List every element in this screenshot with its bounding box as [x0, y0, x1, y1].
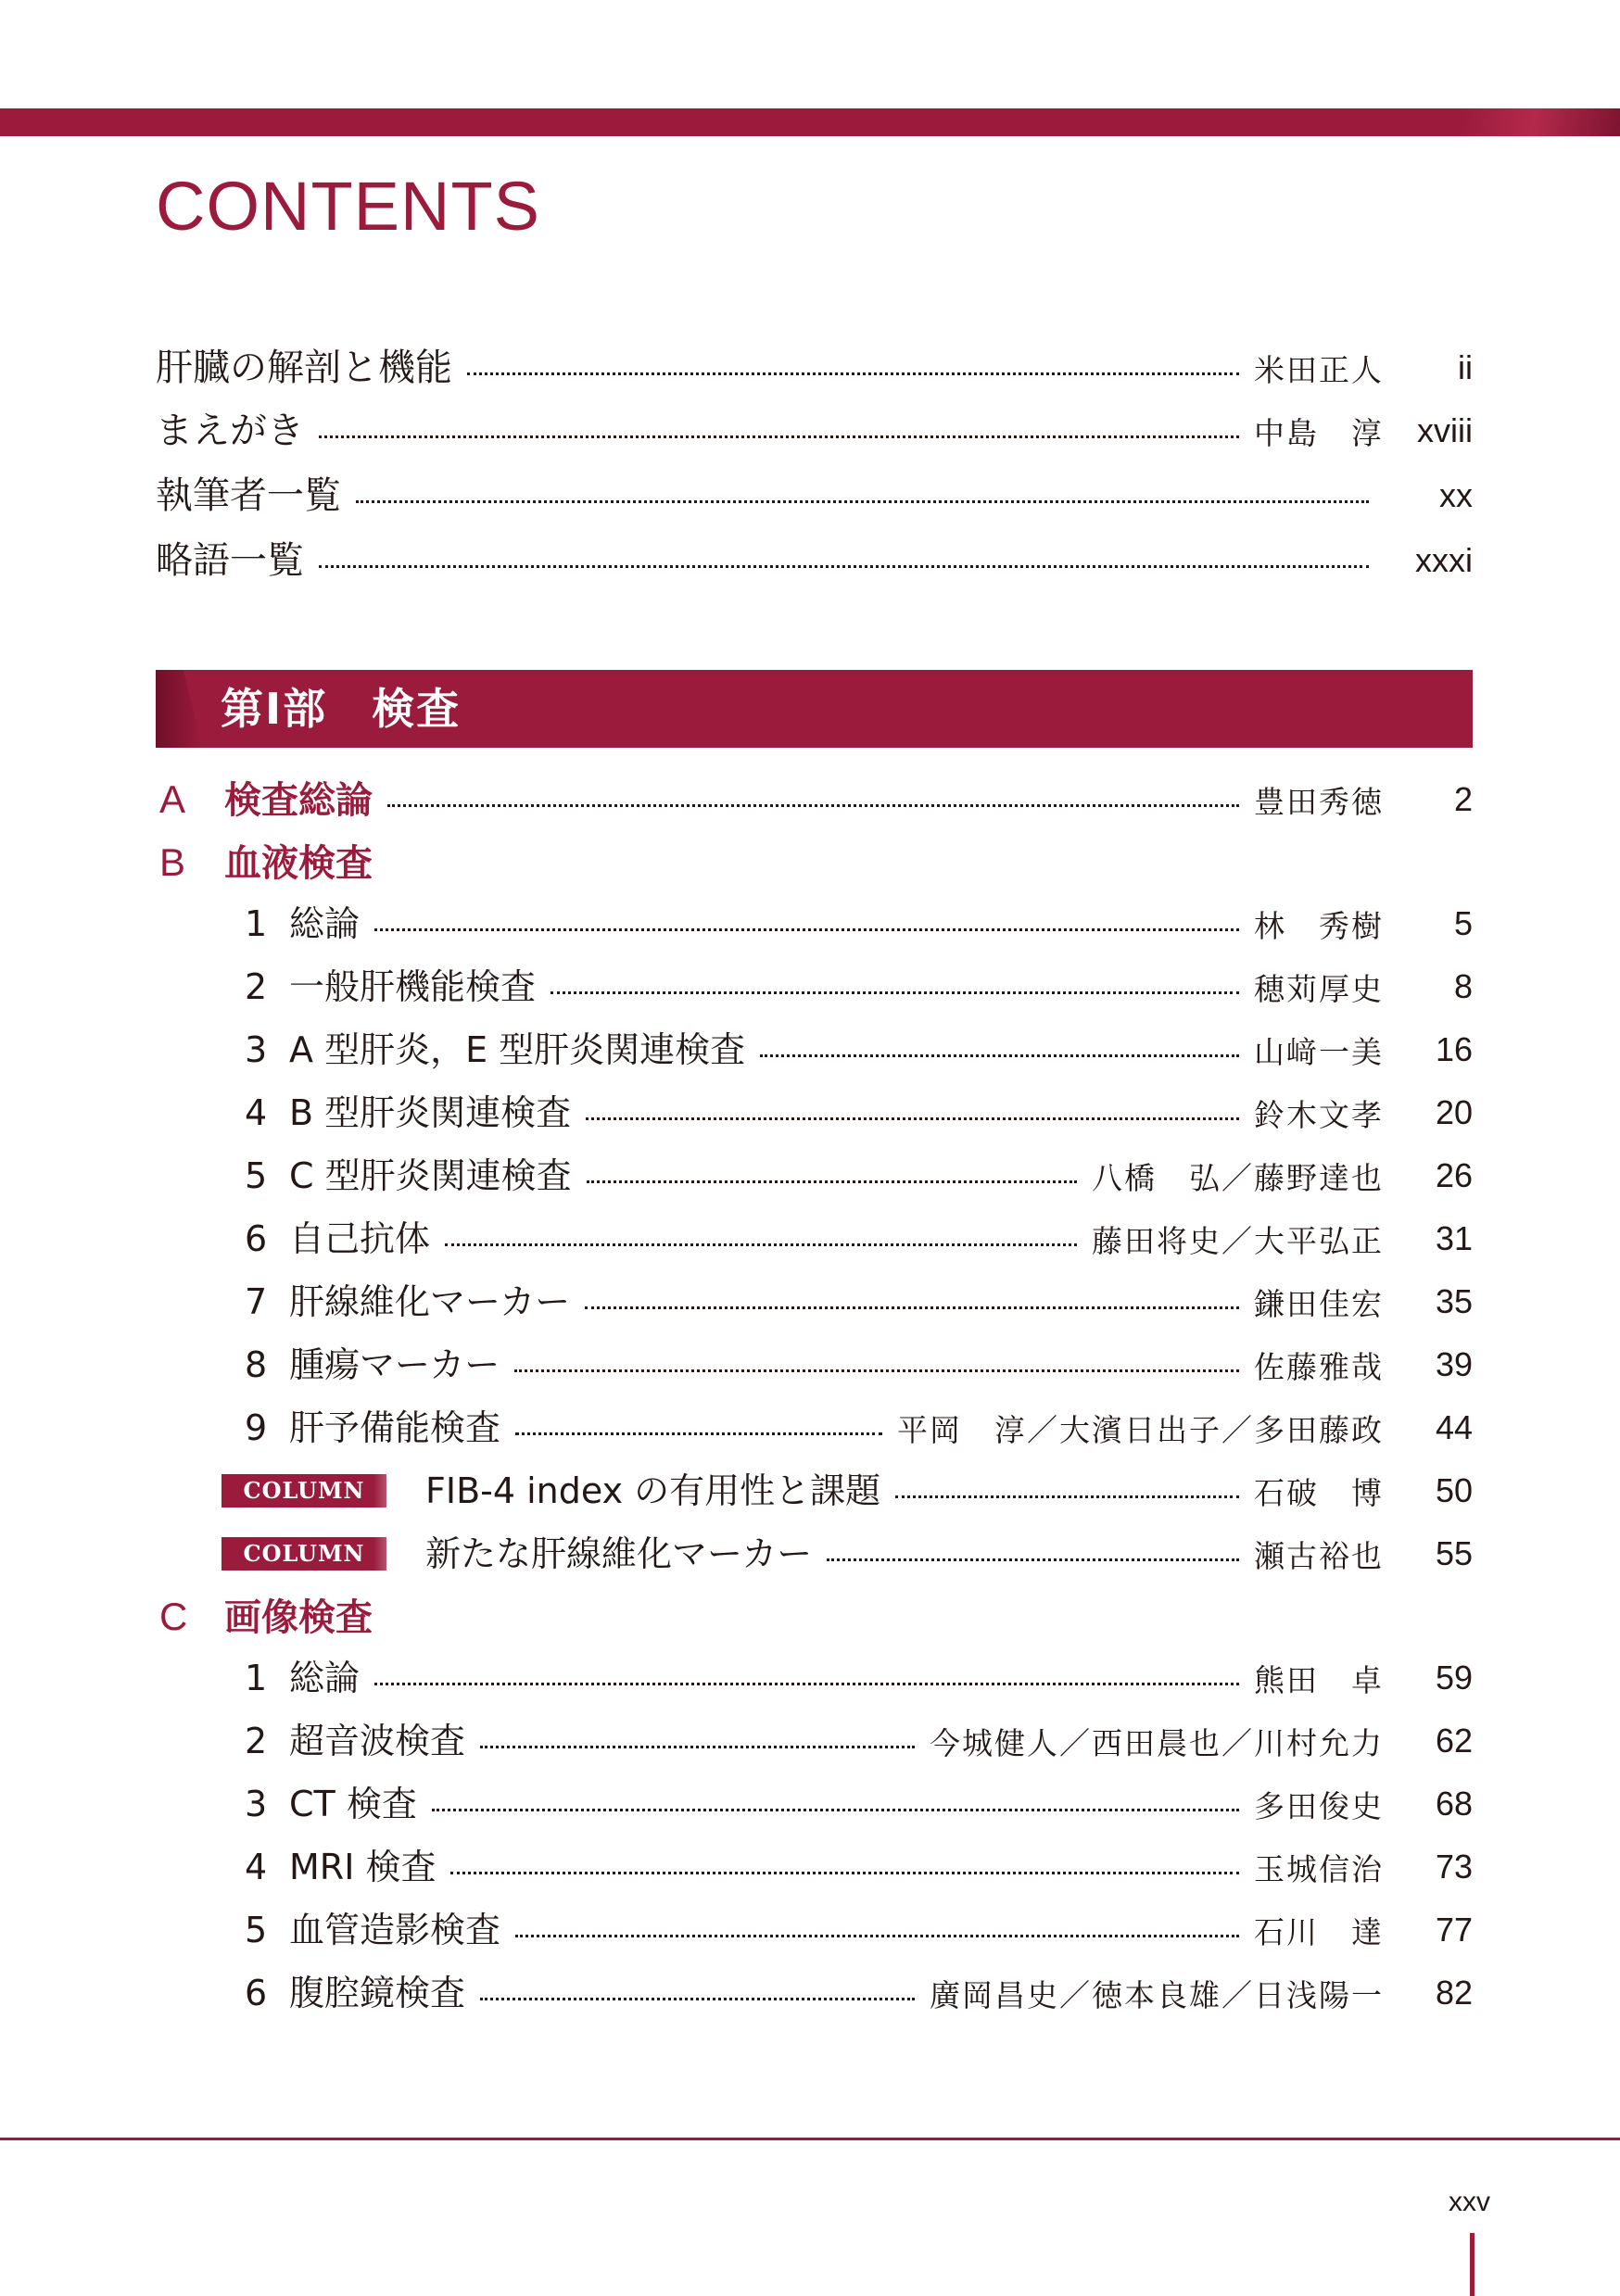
entry-label	[245, 1399, 500, 1457]
section-title	[159, 834, 373, 892]
dot-leader	[551, 991, 1239, 994]
dot-leader	[387, 804, 1239, 807]
entry-number: 4	[245, 1092, 268, 1133]
toc-entry-b8[interactable]	[245, 1336, 1473, 1394]
toc-entry-front-2[interactable]	[156, 402, 1473, 460]
dot-leader	[480, 1998, 915, 2000]
entry-number: 6	[245, 1218, 268, 1259]
entry-label	[245, 1336, 500, 1394]
toc-section-b[interactable]	[159, 834, 1473, 891]
section-letter: B	[159, 839, 186, 884]
entry-page: ii	[1458, 348, 1473, 386]
entry-title: 自己抗体	[289, 1218, 431, 1259]
entry-page: 8	[1453, 967, 1473, 1005]
toc-entry-front-4[interactable]	[156, 532, 1473, 589]
toc-entry-c6[interactable]	[245, 1964, 1473, 2022]
entry-author: 廣岡昌史／徳本良雄／日浅陽一	[930, 1976, 1384, 2013]
entry-page: 5	[1453, 904, 1473, 942]
page-title: CONTENTS	[156, 168, 540, 245]
footer-accent-mark	[1470, 2233, 1474, 2296]
column-badge: COLUMN	[221, 1474, 386, 1508]
entry-number: 2	[245, 1721, 268, 1761]
entry-title: 血管造影検査	[289, 1910, 501, 1950]
entry-number: 6	[245, 1973, 268, 2013]
entry-label	[245, 1084, 571, 1142]
toc-entry-front-1[interactable]	[156, 339, 1473, 397]
entry-number: 3	[245, 1784, 268, 1824]
entry-label	[245, 1649, 360, 1707]
toc-column-2[interactable]	[221, 1525, 1473, 1583]
section-letter: A	[159, 776, 186, 821]
entry-author: 鈴木文孝	[1254, 1096, 1384, 1133]
entry-page: 31	[1435, 1219, 1473, 1257]
entry-page: 73	[1435, 1848, 1473, 1886]
toc-entry-c4[interactable]	[245, 1838, 1473, 1896]
entry-title: 肝臓の解剖と機能	[156, 347, 452, 389]
section-title	[159, 1588, 373, 1646]
entry-author: 多田俊史	[1254, 1787, 1384, 1824]
dot-leader	[374, 1683, 1239, 1685]
footer-rule	[0, 2138, 1620, 2140]
entry-label	[245, 895, 360, 952]
entry-author: 今城健人／西田晨也／川村允力	[930, 1724, 1384, 1761]
dot-leader	[515, 1935, 1239, 1937]
dot-leader	[445, 1243, 1077, 1246]
toc-entry-b1[interactable]	[245, 895, 1473, 952]
toc-column-1[interactable]	[221, 1462, 1473, 1520]
entry-label	[245, 1838, 436, 1896]
column-badge: COLUMN	[221, 1537, 386, 1571]
entry-page: 44	[1435, 1408, 1473, 1446]
entry-page: 77	[1435, 1911, 1473, 1949]
dot-leader	[480, 1746, 915, 1748]
entry-number: 5	[245, 1910, 268, 1950]
dot-leader	[514, 1369, 1239, 1372]
entry-title: B 型肝炎関連検査	[289, 1092, 572, 1133]
entry-page: xx	[1439, 476, 1473, 514]
entry-number: 9	[245, 1407, 268, 1448]
section-letter: C	[159, 1594, 188, 1638]
entry-page: 59	[1435, 1659, 1473, 1697]
entry-page: 20	[1435, 1093, 1473, 1131]
toc-entry-b5[interactable]	[245, 1147, 1473, 1205]
entry-author: 穂苅厚史	[1254, 970, 1384, 1007]
toc-section-c[interactable]	[159, 1588, 1473, 1646]
toc-entry-b3[interactable]	[245, 1021, 1473, 1079]
entry-title: 腹腔鏡検査	[289, 1973, 466, 2013]
entry-number: 1	[245, 1658, 268, 1698]
entry-page: 62	[1435, 1722, 1473, 1760]
entry-page: 26	[1435, 1156, 1473, 1194]
dot-leader	[586, 1117, 1239, 1120]
entry-title: A 型肝炎，E 型肝炎関連検査	[289, 1029, 746, 1070]
dot-leader	[319, 565, 1369, 568]
entry-label	[245, 1273, 570, 1331]
toc-entry-b9[interactable]	[245, 1399, 1473, 1457]
entry-title: 超音波検査	[289, 1721, 466, 1761]
entry-label	[245, 1712, 465, 1770]
entry-author: 平岡 淳／大濱日出子／多田藤政	[897, 1411, 1384, 1448]
dot-leader	[356, 500, 1369, 503]
entry-number: 1	[245, 903, 268, 944]
section-title-text: 検査総論	[224, 778, 373, 822]
entry-title: CT 検査	[289, 1784, 417, 1824]
entry-author: 玉城信治	[1254, 1850, 1384, 1887]
dot-leader	[374, 928, 1239, 931]
header-accent-bar	[0, 108, 1620, 136]
toc-entry-c1[interactable]	[245, 1649, 1473, 1707]
dot-leader	[827, 1558, 1239, 1561]
entry-title: MRI 検査	[289, 1847, 437, 1887]
entry-title: 総論	[289, 903, 361, 944]
entry-author: 林 秀樹	[1254, 907, 1384, 944]
toc-entry-b2[interactable]	[245, 958, 1473, 1016]
entry-author: 石川 達	[1254, 1913, 1384, 1950]
entry-title: まえがき	[156, 410, 304, 452]
toc-entry-b4[interactable]	[245, 1084, 1473, 1142]
section-title	[159, 771, 373, 829]
entry-title: C 型肝炎関連検査	[289, 1155, 572, 1196]
entry-author: 石破 博	[1254, 1474, 1384, 1511]
entry-page: 55	[1435, 1534, 1473, 1572]
toc-entry-front-3[interactable]	[156, 467, 1473, 524]
entry-page: xxxi	[1415, 541, 1473, 579]
toc-entry-b6[interactable]	[245, 1210, 1473, 1268]
dot-leader	[432, 1809, 1239, 1811]
entry-author: 藤田将史／大平弘正	[1092, 1222, 1384, 1259]
part-heading-band	[156, 670, 1473, 748]
entry-title: FIB-4 index の有用性と課題	[425, 1470, 881, 1511]
entry-author: 米田正人	[1254, 351, 1384, 388]
entry-author: 瀬古裕也	[1254, 1537, 1384, 1574]
entry-title: 新たな肝線維化マーカー	[425, 1533, 813, 1574]
entry-title: 肝予備能検査	[289, 1407, 501, 1448]
entry-number: 5	[245, 1155, 268, 1196]
dot-leader	[585, 1306, 1239, 1309]
entry-title: 総論	[289, 1658, 361, 1698]
dot-leader	[450, 1872, 1239, 1874]
entry-author: 中島 淳	[1254, 414, 1384, 451]
section-title-text: 血液検査	[224, 841, 373, 885]
toc-entry-c5[interactable]	[245, 1901, 1473, 1959]
toc-entry-c3[interactable]	[245, 1775, 1473, 1833]
toc-entry-b7[interactable]	[245, 1273, 1473, 1331]
entry-page: 16	[1435, 1030, 1473, 1068]
entry-page: 35	[1435, 1282, 1473, 1320]
section-title-text: 画像検査	[224, 1596, 373, 1639]
entry-title: 執筆者一覧	[156, 474, 341, 517]
entry-title: 肝線維化マーカー	[289, 1281, 571, 1322]
entry-number: 7	[245, 1281, 268, 1322]
entry-author: 鎌田佳宏	[1254, 1285, 1384, 1322]
entry-author: 山﨑一美	[1254, 1033, 1384, 1070]
entry-number: 3	[245, 1029, 268, 1070]
entry-label	[245, 1021, 745, 1079]
band-shade	[156, 670, 202, 748]
entry-number: 2	[245, 966, 268, 1007]
entry-label	[245, 1147, 572, 1205]
entry-label	[245, 1775, 417, 1833]
entry-number: 8	[245, 1344, 268, 1385]
entry-label	[245, 1210, 430, 1268]
dot-leader	[760, 1054, 1239, 1057]
footer-page-number: xxv	[1449, 2187, 1490, 2217]
entry-label	[245, 1901, 500, 1959]
entry-author: 豊田秀徳	[1254, 783, 1384, 820]
dot-leader	[895, 1495, 1239, 1498]
toc-section-a[interactable]	[159, 771, 1473, 828]
entry-page: 68	[1435, 1785, 1473, 1823]
entry-title: 略語一覧	[156, 539, 304, 582]
dot-leader	[467, 372, 1239, 375]
entry-page: 50	[1435, 1471, 1473, 1509]
entry-page: xviii	[1417, 411, 1473, 449]
entry-author: 熊田 卓	[1254, 1661, 1384, 1698]
dot-leader	[319, 435, 1239, 438]
dot-leader	[587, 1180, 1077, 1183]
header-accent-bar-tip	[1462, 108, 1620, 136]
entry-label	[245, 958, 536, 1016]
entry-page: 82	[1435, 1974, 1473, 2012]
entry-page: 39	[1435, 1345, 1473, 1383]
entry-author: 八橋 弘／藤野達也	[1092, 1159, 1384, 1196]
dot-leader	[515, 1432, 882, 1435]
toc-entry-c2[interactable]	[245, 1712, 1473, 1770]
entry-number: 4	[245, 1847, 268, 1887]
entry-title: 腫瘍マーカー	[289, 1344, 500, 1385]
entry-author: 佐藤雅哉	[1254, 1348, 1384, 1385]
entry-page: 2	[1453, 780, 1473, 818]
entry-label	[245, 1964, 465, 2022]
entry-title: 一般肝機能検査	[289, 966, 537, 1007]
part-heading: 第Ⅰ部 検査	[221, 684, 462, 734]
